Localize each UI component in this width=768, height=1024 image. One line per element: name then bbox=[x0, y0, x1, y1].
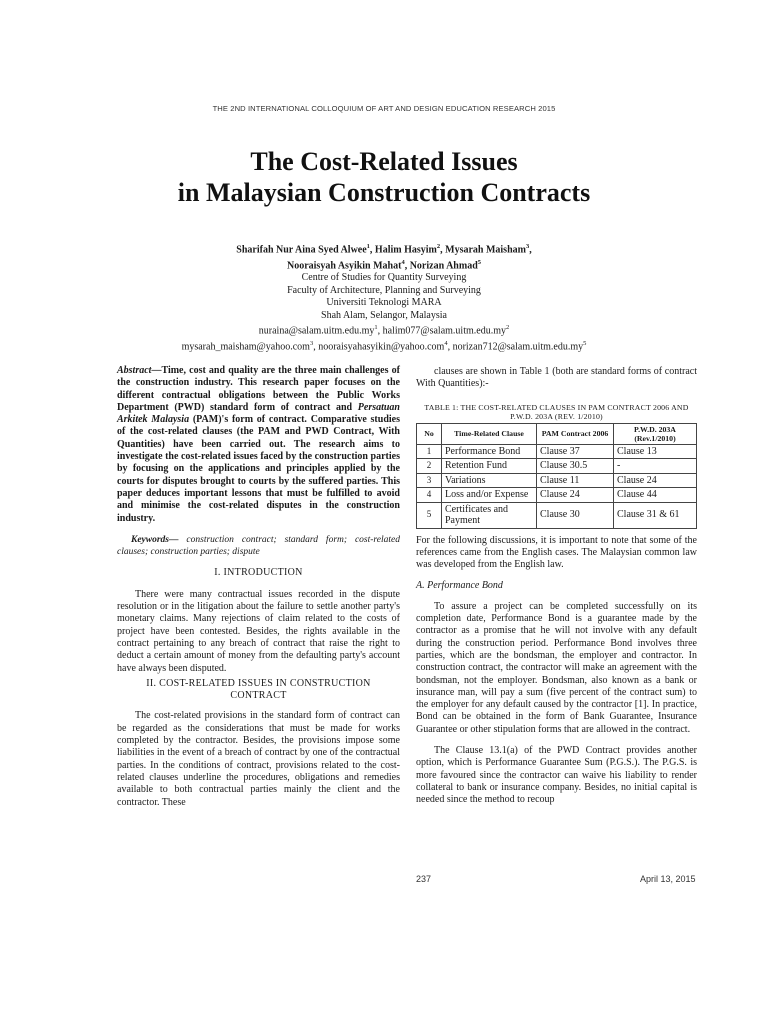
author-sep: , bbox=[529, 244, 532, 256]
author-names-line-1 bbox=[0, 241, 768, 257]
cell-pam: Clause 11 bbox=[537, 473, 614, 488]
emails-line-2 bbox=[0, 338, 768, 354]
author-1-sup: 1 bbox=[366, 243, 370, 250]
cell-clause: Variations bbox=[442, 473, 537, 488]
author-2-sup: 2 bbox=[436, 243, 441, 250]
page-number: 237 bbox=[416, 874, 432, 884]
author-names-line-2 bbox=[0, 257, 768, 273]
email-5-sup: 5 bbox=[583, 339, 587, 347]
cell-pwd: Clause 24 bbox=[614, 473, 697, 488]
table-caption: TABLE 1: THE COST-RELATED CLAUSES IN PAM CONTRACT 2006 AND P.W.D. 203A (REV. 1/2010) bbox=[424, 402, 689, 421]
email-3: mysarah_maisham@yahoo.com bbox=[181, 341, 310, 353]
col-header-no: No bbox=[417, 423, 442, 444]
email-3-sup: 3 bbox=[309, 339, 314, 347]
cell-no: 2 bbox=[417, 459, 442, 474]
col-header-pwd: P.W.D. 203A (Rev.1/2010) bbox=[614, 423, 697, 444]
col-header-pam: PAM Contract 2006 bbox=[537, 423, 614, 444]
title-line-2: in Malaysian Construction Contracts bbox=[177, 178, 591, 207]
cell-no: 1 bbox=[417, 444, 442, 459]
table-row bbox=[417, 459, 697, 474]
cell-pam: Clause 37 bbox=[537, 444, 614, 459]
author-block bbox=[0, 241, 768, 354]
affiliation-2: Faculty of Architecture, Planning and Surveying bbox=[287, 284, 481, 296]
conference-header: THE 2ND INTERNATIONAL COLLOQUIUM OF ART AND DESIGN EDUCATION RESEARCH 2015 bbox=[212, 104, 556, 113]
affiliation-4: Shah Alam, Selangor, Malaysia bbox=[321, 309, 447, 321]
cell-clause: Performance Bond bbox=[442, 444, 537, 459]
author-1: Sharifah Nur Aina Syed Alwee bbox=[236, 244, 367, 256]
cell-pam: Clause 24 bbox=[537, 488, 614, 503]
section-heading-introduction: I. INTRODUCTION bbox=[214, 567, 303, 579]
email-1: nuraina@salam.uitm.edu.my bbox=[258, 325, 375, 337]
abstract-pam-name: Persatuan Arkitek Malaysia bbox=[117, 401, 400, 426]
cell-pwd: Clause 13 bbox=[614, 444, 697, 459]
author-4: Nooraisyah Asyikin Mahat bbox=[286, 260, 402, 272]
email-4-sup: 4 bbox=[444, 339, 448, 347]
author-5-sup: 5 bbox=[477, 258, 482, 266]
subsection-heading-performance-bond: A. Performance Bond bbox=[416, 580, 503, 592]
email-1-sup: 1 bbox=[374, 324, 378, 332]
introduction-paragraph: There were many contractual issues recorded in the dispute resolution or in the litigation about the failure to settle another party's monetary claims. Many rejections of claim related to the costs of project have been contested. Besides, the rights available in the contract pertaining to any breach of contract that raise the right to deduct a certain amount of money from the defaulting party's account have always been disputed. bbox=[117, 588, 400, 674]
author-5: , Norizan Ahmad bbox=[404, 260, 478, 272]
left-column bbox=[117, 365, 400, 809]
affiliation-3: Universiti Teknologi MARA bbox=[326, 297, 442, 309]
table-row bbox=[417, 444, 697, 459]
keywords-text: construction contract; standard form; cost-related clauses; construction parties; dispute bbox=[117, 534, 400, 558]
paper-title bbox=[0, 146, 768, 208]
email-5: , norizan712@salam.uitm.edu.my bbox=[447, 341, 584, 353]
clauses-table bbox=[416, 423, 697, 529]
col-header-clause: Time-Related Clause bbox=[442, 423, 537, 444]
affiliation-1: Centre of Studies for Quantity Surveying bbox=[301, 272, 467, 284]
email-2-sup: 2 bbox=[505, 324, 510, 332]
abstract-label: Abstract bbox=[117, 365, 152, 376]
author-2: , Halim Hasyim bbox=[369, 244, 437, 256]
author-3-sup: 3 bbox=[525, 243, 530, 250]
keywords-label: Keywords— bbox=[131, 534, 179, 545]
right-column bbox=[416, 366, 697, 807]
cell-pwd: Clause 44 bbox=[614, 488, 697, 503]
emails-line-1 bbox=[0, 322, 768, 338]
abstract-text-2: (PAM)'s form of contract. Comparative studies of the cost-related clauses (the PAM and PWD Contract, With Quantities) have been carried out. The research aims to investigate the cost-related issues faced by the construction parties by focusing on the applications and principles applied by the courts for disputes brought to courts by the suffered parties. This paper deduces important lessons that must be fulfilled to avoid and minimise the cost-related disputes in the construction industry. bbox=[117, 414, 400, 524]
table-intro-paragraph: clauses are shown in Table 1 (both are standard forms of contract With Quantities):- bbox=[416, 366, 697, 390]
pgs-paragraph: The Clause 13.1(a) of the PWD Contract provides another option, which is Performance Guarantee Sum (P.G.S.). The P.G.S. is more favoured since the contractor can waive his liability to render collateral to bank or insurance company. Besides, no initial capital is needed since the method to recoup bbox=[416, 745, 697, 806]
abstract bbox=[117, 365, 400, 525]
table-row bbox=[417, 488, 697, 503]
keywords bbox=[117, 534, 400, 559]
cell-pam: Clause 30 bbox=[537, 502, 614, 528]
email-2: , halim077@salam.uitm.edu.my bbox=[377, 325, 506, 337]
cell-pwd: Clause 31 & 61 bbox=[614, 502, 697, 528]
table-row bbox=[417, 473, 697, 488]
cell-pwd: - bbox=[614, 459, 697, 474]
author-4-sup: 4 bbox=[401, 258, 405, 266]
table-header-row bbox=[417, 423, 697, 444]
cell-no: 4 bbox=[417, 488, 442, 503]
cell-clause: Certificates and Payment bbox=[442, 502, 537, 528]
cell-no: 3 bbox=[417, 473, 442, 488]
cell-clause: Retention Fund bbox=[442, 459, 537, 474]
cell-pam: Clause 30.5 bbox=[537, 459, 614, 474]
title-line-1: The Cost-Related Issues bbox=[250, 147, 518, 176]
cost-related-paragraph: The cost-related provisions in the standard form of contract can be regarded as the considerations that must be made for works completed by the contractor. Besides, the provisions impose some liabilities in the event of a breach of contract by one of the contractual parties. In the conditions of contract, provisions related to the cost-related clauses underline the procedures, obligations and remedies available to both contractual parties mainly the client and the contractor. These bbox=[117, 710, 400, 808]
cell-no: 5 bbox=[417, 502, 442, 528]
footer-date: April 13, 2015 bbox=[640, 874, 696, 884]
author-3: , Mysarah Maisham bbox=[440, 244, 526, 256]
section-heading-cost-related: II. COST-RELATED ISSUES IN CONSTRUCTION CONTRACT bbox=[146, 677, 371, 702]
abstract-text-1: —Time, cost and quality are the three main challenges of the construction industry. This research paper focuses on the different contractual obligations between the Public Works Department (PWD) standard form of contract and bbox=[117, 365, 400, 413]
performance-bond-paragraph: To assure a project can be completed successfully on its completion date, Performance Bond is a guarantee made by the contractor as a promise that he will not involve with any default during the construction period. Performance Bond involves three parties, which are the bondsman, the employer and contractor. In construction contract, the contractor will make an agreement with the bondsman, not the employer. Bondsman, also known as a bank or insurance man, will pay a sum (five percent of the contract sum) to the employer for any default caused by the contractor [1]. In practice, Bond can be obtained in the form of Bank Guarantee, Insurance Guarantee or other stipulation forms that are allowed in the contract. bbox=[416, 600, 697, 735]
email-4: , nooraisyahasyikin@yahoo.com bbox=[313, 341, 445, 353]
table-row bbox=[417, 502, 697, 528]
references-note-paragraph: For the following discussions, it is important to note that some of the references came from the English cases. The Malaysian common law was developed from the English law. bbox=[416, 534, 697, 571]
cell-clause: Loss and/or Expense bbox=[442, 488, 537, 503]
